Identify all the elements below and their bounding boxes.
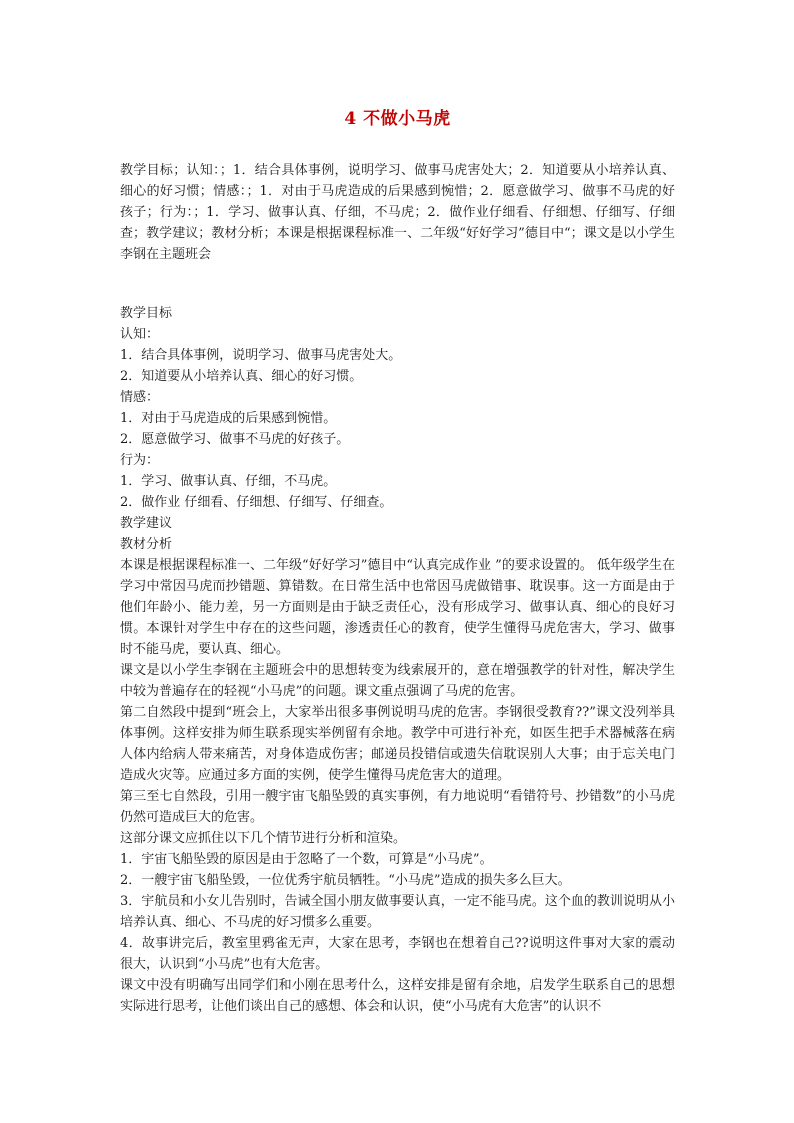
body-paragraph: 认知： <box>120 327 160 342</box>
body-paragraph: 1．学习、做事认真、仔细，不马虎。 <box>120 474 337 489</box>
body-paragraph: 4．故事讲完后，教室里鸦雀无声，大家在思考，李钢也在想着自己??说明这件事对大家的震动很大，认识到“小马虎”也有大危害。 <box>120 936 675 972</box>
body-paragraph: 课文是以小学生李钢在主题班会中的思想转变为线索展开的，意在增强教学的针对性，解决学生中较为普遍存在的轻视“小马虎”的问题。课文重点强调了马虎的危害。 <box>120 663 675 699</box>
body-paragraph: 本课是根据课程标准一、二年级“好好学习”德目中“认真完成作业 ”的要求设置的。 低年级学生在学习中常因马虎而抄错题、算错数。在日常生活中也常因马虎做错事、耽误事。这一方面是由于他们年龄小、能力差，另一方面则是由于缺乏责任心，没有形成学习、做事认真、细心的良好习惯。本课针对学生中存在的这些问题，渗透责任心的教育，使学生懂得马虎危害大，学习、做事时不能马虎，要认真、细心。 <box>120 558 675 657</box>
body-paragraph: 课文中没有明确写出同学们和小刚在思考什么，这样安排是留有余地，启发学生联系自己的思想实际进行思考，让他们谈出自己的感想、体会和认识，使“小马虎有大危害”的认识不 <box>120 978 675 1014</box>
body-paragraph: 3．宇航员和小女儿告别时，告诫全国小朋友做事要认真，一定不能马虎。这个血的教训说明从小培养认真、细心、不马虎的好习惯多么重要。 <box>120 894 675 930</box>
body-paragraph: 第三至七自然段，引用一艘宇宙飞船坠毁的真实事例，有力地说明“看错符号、抄错数”的小马虎仍然可造成巨大的危害。 <box>120 789 675 825</box>
body-paragraph: 2．一艘宇宙飞船坠毁，一位优秀宇航员牺牲。“小马虎”造成的损失多么巨大。 <box>120 873 571 888</box>
body-paragraph: 教学建议 <box>120 516 173 531</box>
body-paragraph: 行为： <box>120 453 160 468</box>
document-body <box>120 303 675 1017</box>
body-paragraph: 1．宇宙飞船坠毁的原因是由于忽略了一个数，可算是“小马虎”。 <box>120 852 493 867</box>
body-paragraph: 1．对由于马虎造成的后果感到惋惜。 <box>120 411 337 426</box>
body-paragraph: 2．愿意做学习、做事不马虎的好孩子。 <box>120 432 350 447</box>
body-paragraph: 这部分课文应抓住以下几个情节进行分析和渲染。 <box>120 831 407 846</box>
body-paragraph: 教学目标 <box>120 306 173 321</box>
body-paragraph: 2．知道要从小培养认真、细心的好习惯。 <box>120 369 363 384</box>
summary-paragraph: 教学目标；认知：；1．结合具体事例，说明学习、做事马虎害处大；2．知道要从小培养认真、细心的好习惯；情感：；1．对由于马虎造成的后果感到惋惜；2．愿意做学习、做事不马虎的好孩子；行为：；1．学习、做事认真、仔细，不马虎；2．做作业仔细看、仔细想、仔细写、仔细查；教学建议；教材分析；本课是根据课程标准一、二年级“好好学习”德目中“；课文是以小学生李钢在主题班会 <box>120 163 675 262</box>
body-paragraph: 教材分析 <box>120 537 173 552</box>
body-paragraph: 2．做作业 仔细看、仔细想、仔细写、仔细查。 <box>120 495 393 510</box>
body-paragraph: 第二自然段中提到“班会上，大家举出很多事例说明马虎的危害。李钢很受教育??”课文没列举具体事例。这样安排为师生联系现实举例留有余地。教学中可进行补充，如医生把手术器械落在病人体内给病人带来痛苦，对身体造成伤害；邮递员投错信或遗失信耽误别人大事；由于忘关电门造成火灾等。应通过多方面的实例，使学生懂得马虎危害大的道理。 <box>120 705 675 783</box>
body-paragraph: 情感： <box>120 390 160 405</box>
page-title: 4 不做小马虎 <box>344 109 451 129</box>
body-paragraph: 1．结合具体事例，说明学习、做事马虎害处大。 <box>120 348 402 363</box>
